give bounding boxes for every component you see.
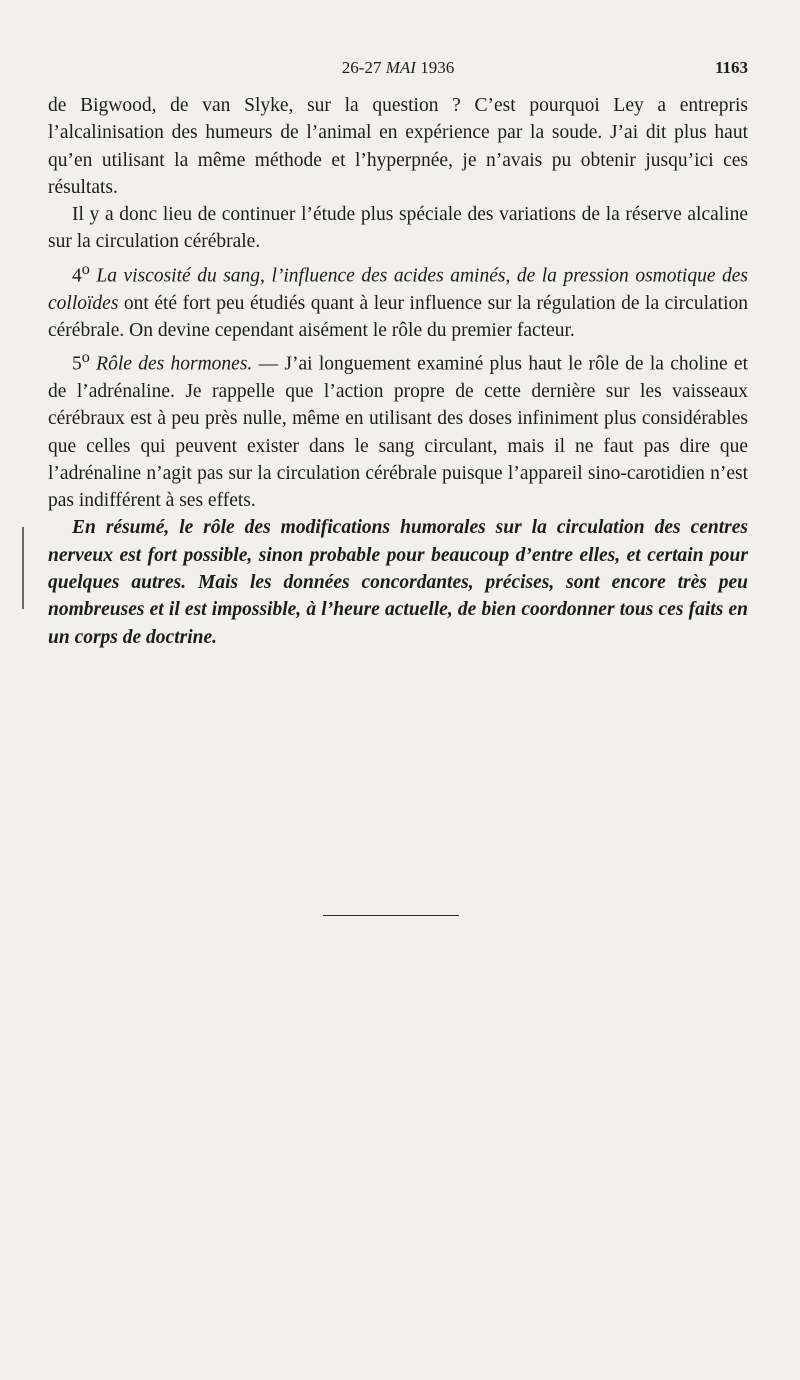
point-4-number: 4 xyxy=(72,265,82,287)
point-5-title: Rôle des hormones. xyxy=(96,353,253,375)
paragraph-continuation: de Bigwood, de van Slyke, sur la question ? C’est pourquoi Ley a entrepris l’alcalinisation des humeurs de l’animal en expérience par la soude. J’ai dit plus haut qu’en utilisant la même méthode et l’hyperpnée, je n’avais pu obtenir jusqu’ici ces résultats. xyxy=(48,95,748,198)
header-date xyxy=(48,58,748,78)
page-number: 1163 xyxy=(714,58,748,77)
point-4-title: La viscosité du sang, l’influence des acides aminés, de la pression osmotique des colloïdes xyxy=(48,265,749,314)
point-5-text: — J’ai longuement examiné plus haut le rôle de la choline et de l’adrénaline. Je rappelle que l’action propre de cette dernière sur les vaisseaux cérébraux est à peu près nulle, même en utilisant des doses infiniment plus considérables que celles qui peuvent exister dans le sang circulant, mais il ne faut pas dire que l’adrénaline n’agit pas sur la circulation cérébrale puisque l’appareil sino-carotidien n’est pas indifférent à ses effets. xyxy=(48,353,748,512)
paragraph-point-4 xyxy=(48,256,748,344)
paragraph-summary: En résumé, le rôle des modifications humorales sur la circulation des centres nerveux est fort possible, sinon probable pour beaucoup d’entre elles, et certain pour quelques autres. Mais les données concordantes, précises, sont encore très peu nombreuses et il est impossible, à l’heure actuelle, de bien coordonner tous ces faits en un corps de doctrine. xyxy=(48,517,748,648)
paragraph-point-5 xyxy=(48,344,748,514)
paragraph-reserve-alcaline: Il y a donc lieu de continuer l’étude plus spéciale des variations de la réserve alcaline sur la circulation cérébrale. xyxy=(48,204,748,253)
header-year: 1936 xyxy=(420,58,455,77)
margin-mark xyxy=(22,527,24,609)
point-5-number: 5 xyxy=(72,353,82,375)
header-day: 26-27 xyxy=(341,58,382,77)
section-rule xyxy=(323,915,459,916)
running-header xyxy=(48,58,748,84)
point-4-text: ont été fort peu étudiés quant à leur influence sur la régulation de la circulation cérébrale. On devine cependant aisément le rôle du premier facteur. xyxy=(48,292,748,341)
header-month: MAI xyxy=(385,58,416,77)
point-4-ordinal: o xyxy=(81,259,90,278)
body-text xyxy=(48,92,748,651)
point-5-ordinal: o xyxy=(81,348,90,367)
